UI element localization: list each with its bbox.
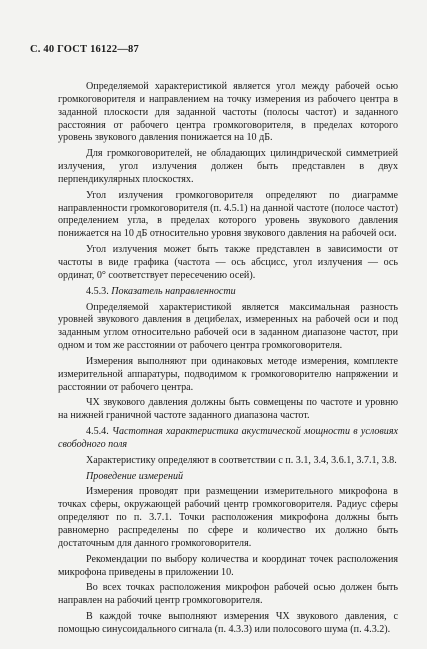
paragraph: Угол излучения громкоговорителя определяют по диаграмме направленности громкоговорителя (п. 4.5.1) на данной частоте (полосе частот) определением угла, в пределах которого уровень звукового давления понижается на 10 дБ относительно уровня звукового давления на рабочей оси. [58, 189, 398, 240]
paragraph: Определяемой характеристикой является максимальная разность уровней звукового давления в децибелах, измеренных на рабочей оси и под заданным углом относительно рабочей оси в заданном диапазоне частот, при одном и том же расстоянии от рабочего центра громкоговорителя. [58, 301, 398, 352]
paragraph: Измерения выполняют при одинаковых методе измерения, комплекте измерительной аппаратуры, подводимом к громкоговорителю напряжении и расстоянии от рабочего центра. [58, 355, 398, 393]
paragraph: Определяемой характеристикой является угол между рабочей осью громкоговорителя и направлением на точку измерения из рабочего центра в заданной плоскости для заданной частоты (полосы частот) и заданного расстояния от рабочего центра громкоговорителя, в пределах которого уровень звукового давления понижается на 10 дБ. [58, 81, 398, 144]
paragraph: Рекомендации по выбору количества и координат точек расположения микрофона приведены в приложении 10. [58, 553, 398, 578]
paragraph: Измерения проводят при размещении измерительного микрофона в точках сферы, окружающей рабочий центр громкоговорителя. Радиус сферы определяют по п. 3.7.1. Точки расположения микрофона должны быть равномерно распределены по сфере и количество их должно быть достаточным для данного громкоговорителя. [58, 486, 398, 549]
paragraph: Во всех точках расположения микрофон рабочей осью должен быть направлен на рабочий центр громкоговорителя. [58, 582, 398, 607]
page-body [58, 81, 398, 640]
paragraph: ЧХ звукового давления должны быть совмещены по частоте и уровню на нижней граничной частоте заданного диапазона частот. [58, 397, 398, 422]
section-title: Частотная характеристика акустической мощности в условиях свободного поля [58, 426, 399, 450]
section-number: 4.5.4. [86, 426, 109, 438]
paragraph: Характеристику определяют в соответствии с п. 3.1, 3.4, 3.6.1, 3.7.1, 3.8. [86, 454, 397, 466]
paragraph: Угол излучения может быть также представлен в зависимости от частоты в виде графика (частота — ось абсцисс, угол излучения — ось ординат, 0° соответствует пересечению осей). [58, 244, 398, 281]
section-title: Показатель направленности [111, 285, 236, 297]
page-header: С. 40 ГОСТ 16122—87 [30, 44, 139, 55]
paragraph: Для громкоговорителей, не обладающих цилиндрической симметрией излучения, угол излучения должен быть представлен в двух перпендикулярных плоскостях. [58, 148, 398, 185]
section-heading-4-5-4 [58, 426, 398, 452]
paragraph: В каждой точке выполняют измерения ЧХ звукового давления, с помощью синусоидального сигнала (п. 4.3.3) или полосового шума (п. 4.3.2). [58, 611, 398, 635]
section-number: 4.5.3. [86, 285, 109, 297]
subheading-measurements: Проведение измерений [86, 470, 184, 482]
section-heading-4-5-3 [58, 286, 398, 299]
